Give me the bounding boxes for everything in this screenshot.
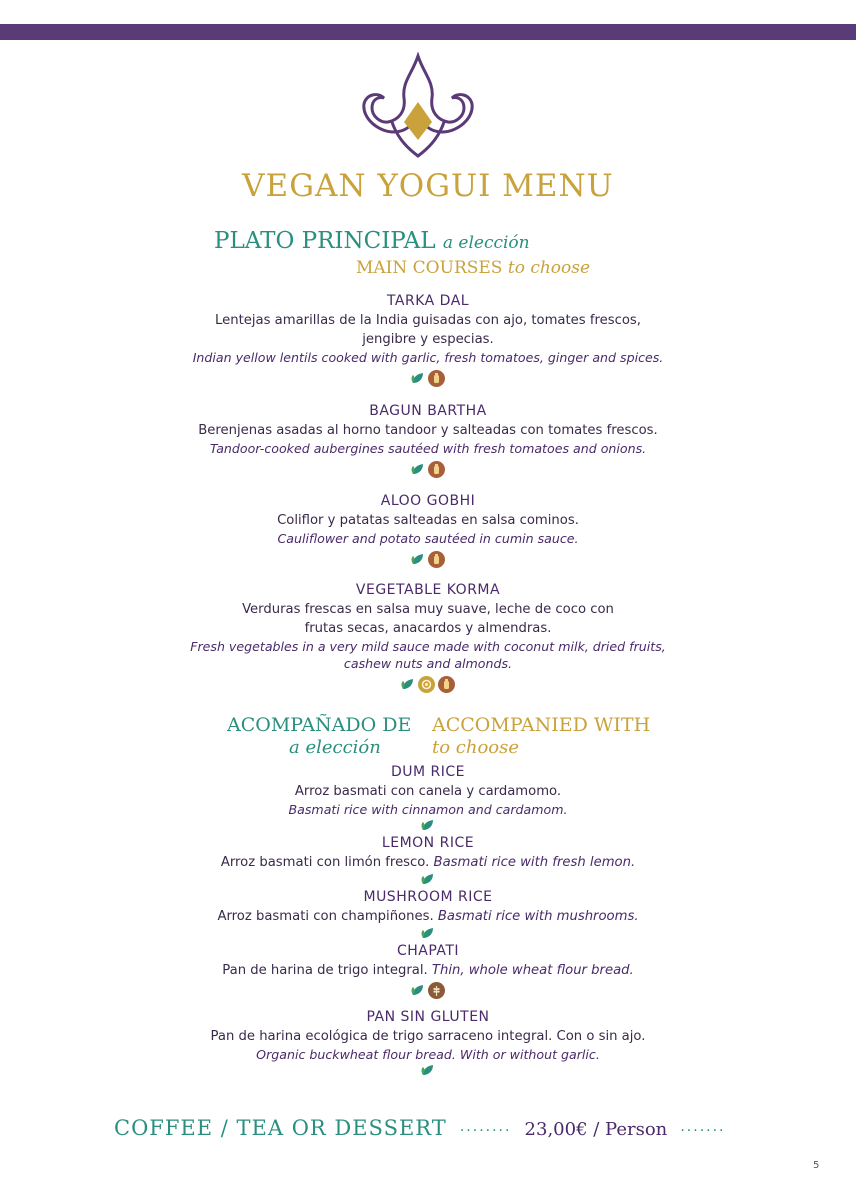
side-description-en: Basmati rice with cinnamon and cardamom.: [288, 802, 568, 817]
vegan-leaf-icon: [421, 818, 435, 832]
main-courses-heading-en: [356, 258, 590, 278]
spicy-icon: [438, 676, 455, 693]
side-description: [0, 907, 856, 926]
price-footer: [114, 1116, 774, 1140]
dish-description-en: cashew nuts and almonds.: [343, 656, 513, 671]
side-chapati: [0, 942, 856, 1000]
side-name: DUM RICE: [390, 764, 466, 780]
dish-icons: [0, 459, 856, 479]
main-courses-heading-es: [214, 228, 530, 254]
side-icons: [0, 872, 856, 886]
dish-description-en: Tandoor-cooked aubergines sautéed with fresh tomatoes and onions.: [209, 441, 647, 456]
top-bar: [0, 24, 856, 40]
vegan-leaf-icon: [411, 552, 425, 566]
side-icons: [0, 818, 856, 832]
dish-description-es: Berenjenas asadas al horno tandoor y salteadas con tomates frescos.: [198, 423, 658, 438]
vegan-leaf-icon: [411, 371, 425, 385]
side-icons: [0, 1063, 856, 1077]
side-name: LEMON RICE: [381, 835, 475, 851]
footer-dots-right: ·······: [680, 1123, 726, 1139]
dish-icons: [0, 368, 856, 388]
side-pan-sin-gluten: [0, 1008, 856, 1077]
sides-heading-en: [432, 713, 662, 759]
spicy-icon: [428, 461, 445, 478]
spicy-icon: [428, 551, 445, 568]
dish-aloo-gobhi: [0, 492, 856, 569]
side-dum-rice: [0, 763, 856, 832]
spicy-icon: [428, 370, 445, 387]
lotus-crown-logo-icon: [358, 52, 478, 160]
dish-vegetable-korma: [0, 581, 856, 694]
dish-tarka-dal: [0, 292, 856, 388]
sides-sub-es: a elección: [289, 737, 381, 758]
footer-dots-left: ········: [459, 1123, 512, 1139]
side-description-es: Pan de harina de trigo integral.: [222, 963, 428, 978]
sides-sub-en: to choose: [432, 737, 520, 758]
side-description-es: Pan de harina ecológica de trigo sarraceno integral. Con o sin ajo.: [210, 1029, 646, 1044]
dish-description-es: frutas secas, anacardos y almendras.: [304, 621, 552, 636]
footer-coffee-tea-dessert: COFFEE / TEA OR DESSERT: [114, 1116, 447, 1140]
vegan-leaf-icon: [401, 677, 415, 691]
side-description: [0, 961, 856, 980]
main-courses-sub-es: a elección: [442, 233, 530, 253]
wheat-icon: [428, 982, 445, 999]
side-description-en: Organic buckwheat flour bread. With or without garlic.: [256, 1047, 600, 1062]
main-courses-sub-en: to choose: [507, 258, 591, 278]
side-name: PAN SIN GLUTEN: [366, 1009, 490, 1025]
dish-description-es: Verduras frescas en salsa muy suave, leche de coco con: [242, 602, 614, 617]
side-description-es: Arroz basmati con limón fresco.: [220, 855, 430, 870]
side-description-es: Arroz basmati con canela y cardamomo.: [294, 784, 562, 799]
vegan-leaf-icon: [421, 872, 435, 886]
vegan-leaf-icon: [421, 1063, 435, 1077]
side-icons: [0, 980, 856, 1000]
vegan-leaf-icon: [411, 983, 425, 997]
side-icons: [0, 926, 856, 940]
dish-description-en: Cauliflower and potato sautéed in cumin sauce.: [277, 531, 579, 546]
side-name: MUSHROOM RICE: [363, 889, 493, 905]
side-description-en: Thin, whole wheat flour bread.: [431, 963, 634, 978]
page-number: 5: [813, 1160, 820, 1171]
dish-description-es: jengibre y especias.: [362, 332, 494, 347]
dish-name: VEGETABLE KORMA: [355, 582, 501, 598]
side-description: [0, 853, 856, 872]
vegan-leaf-icon: [421, 926, 435, 940]
dish-description-es: Lentejas amarillas de la India guisadas con ajo, tomates frescos,: [215, 313, 641, 328]
dish-description-en: Fresh vegetables in a very mild sauce made with coconut milk, dried fruits,: [190, 639, 666, 654]
dish-icons: [0, 674, 856, 694]
dish-name: BAGUN BARTHA: [369, 403, 487, 419]
menu-title: VEGAN YOGUI MENU: [242, 168, 614, 204]
sides-title-en: ACCOMPANIED WITH: [432, 714, 651, 736]
vegan-leaf-icon: [411, 462, 425, 476]
side-description-en: Basmati rice with mushrooms.: [437, 909, 639, 924]
nuts-icon: [418, 676, 435, 693]
side-mushroom-rice: [0, 888, 856, 940]
dish-icons: [0, 549, 856, 569]
main-courses-title-en: MAIN COURSES: [356, 258, 503, 278]
side-description-en: Basmati rice with fresh lemon.: [433, 855, 636, 870]
footer-price: 23,00€ / Person: [524, 1119, 668, 1140]
dish-name: TARKA DAL: [386, 293, 470, 309]
dish-description-es: Coliflor y patatas salteadas en salsa cominos.: [277, 513, 579, 528]
sides-title-es: ACOMPAÑADO DE: [227, 714, 412, 736]
dish-name: ALOO GOBHI: [380, 493, 476, 509]
sides-heading-es: [227, 713, 417, 759]
side-lemon-rice: [0, 834, 856, 886]
dish-description-en: Indian yellow lentils cooked with garlic, fresh tomatoes, ginger and spices.: [192, 350, 664, 365]
main-courses-title-es: PLATO PRINCIPAL: [214, 228, 436, 254]
side-name: CHAPATI: [396, 943, 460, 959]
dish-bagun-bartha: [0, 402, 856, 479]
side-description-es: Arroz basmati con champiñones.: [217, 909, 434, 924]
